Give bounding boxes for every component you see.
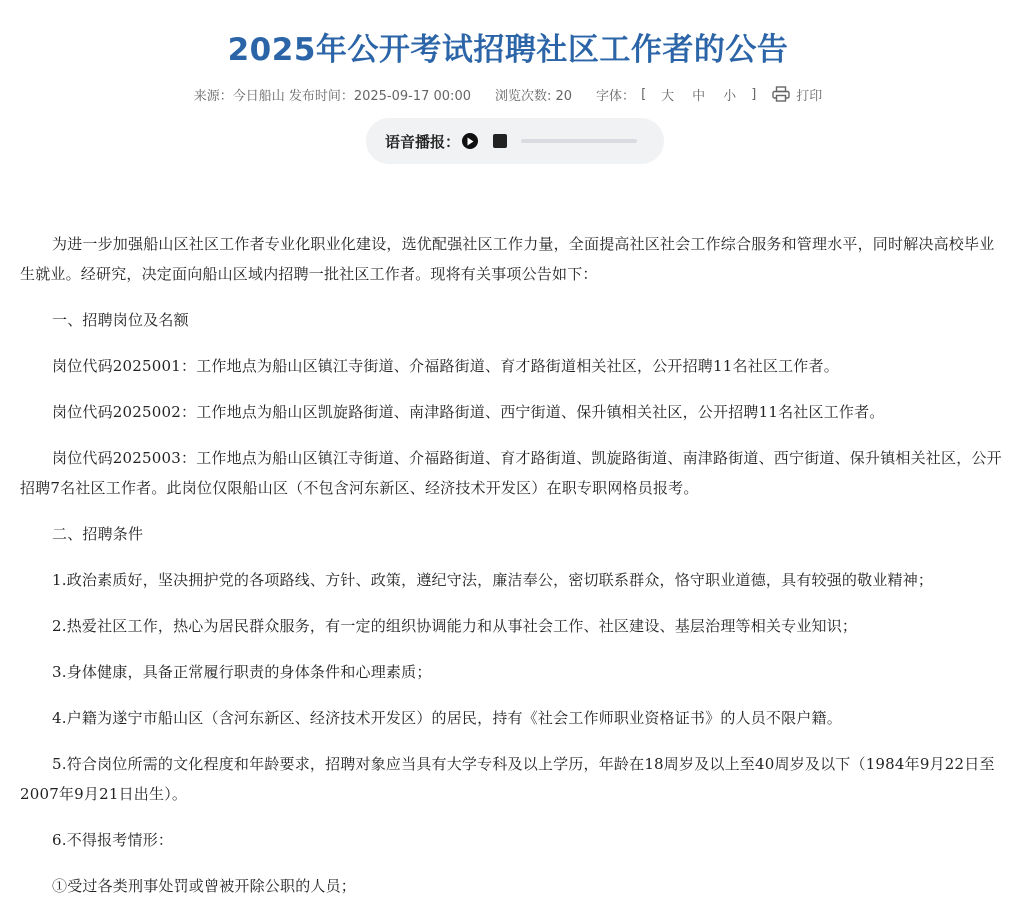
article-paragraph: ①受过各类刑事处罚或曾被开除公职的人员； bbox=[52, 877, 357, 895]
bracket-open: [ bbox=[641, 86, 647, 102]
article-paragraph: 岗位代码2025002：工作地点为船山区凯旋路街道、南津路街道、西宁街道、保升镇相关社区，公开招聘11名社区工作者。 bbox=[52, 403, 885, 421]
font-large-button[interactable]: 大 bbox=[661, 88, 675, 104]
article-paragraph: 3.身体健康，具备正常履行职责的身体条件和心理素质； bbox=[52, 663, 432, 681]
font-medium-button[interactable]: 中 bbox=[692, 88, 706, 104]
font-small-button[interactable]: 小 bbox=[723, 88, 737, 104]
audio-player bbox=[366, 118, 664, 164]
article-paragraph: 为进一步加强船山区社区工作者专业化职业化建设，选优配强社区工作力量，全面提高社区社会工作综合服务和管理水平，同时解决高校毕业生就业。经研究，决定面向船山区域内招聘一批社区工作者。现将有关事项公告如下： bbox=[20, 235, 995, 283]
article-body bbox=[20, 229, 1004, 901]
print-button[interactable] bbox=[772, 85, 822, 104]
article-paragraph: 2.热爱社区工作，热心为居民群众服务，有一定的组织协调能力和从事社会工作、社区建设、基层治理等相关专业知识； bbox=[52, 617, 858, 635]
article-paragraph: 6.不得报考情形： bbox=[52, 831, 174, 849]
font-size-label: 字体： bbox=[596, 88, 636, 104]
printer-icon bbox=[772, 86, 790, 102]
article-paragraph: 二、招聘条件 bbox=[52, 525, 144, 543]
source-and-publish-time: 来源：今日船山 发布时间：2025-09-17 00:00 bbox=[193, 88, 471, 104]
play-button[interactable] bbox=[462, 133, 478, 149]
article-paragraph: 4.户籍为遂宁市船山区（含河东新区、经济技术开发区）的居民，持有《社会工作师职业资格证书》的人员不限户籍。 bbox=[52, 709, 842, 727]
font-size-control bbox=[596, 85, 762, 104]
article-paragraph: 一、招聘岗位及名额 bbox=[52, 311, 189, 329]
article-paragraph: 1.政治素质好，坚决拥护党的各项路线、方针、政策，遵纪守法，廉洁奉公，密切联系群众，恪守职业道德，具有较强的敬业精神； bbox=[52, 571, 934, 589]
article-meta bbox=[0, 84, 1016, 104]
audio-progress-bar[interactable] bbox=[521, 139, 637, 143]
article-title: 2025年公开考试招聘社区工作者的公告 bbox=[227, 32, 789, 68]
bracket-close: ] bbox=[751, 86, 757, 102]
play-icon bbox=[466, 137, 474, 146]
view-count: 浏览次数: 20 bbox=[494, 88, 573, 104]
stop-button[interactable] bbox=[493, 134, 507, 148]
print-label: 打印 bbox=[796, 88, 823, 104]
audio-label: 语音播报： bbox=[385, 132, 461, 151]
article-paragraph: 岗位代码2025003：工作地点为船山区镇江寺街道、介福路街道、育才路街道、凯旋路街道、南津路街道、西宁街道、保升镇相关社区，公开招聘7名社区工作者。此岗位仅限船山区（不包含河东新区、经济技术开发区）在职专职网格员报考。 bbox=[20, 449, 1002, 497]
article-paragraph: 5.符合岗位所需的文化程度和年龄要求，招聘对象应当具有大学专科及以上学历，年龄在18周岁及以上至40周岁及以下（1984年9月22日至2007年9月21日出生）。 bbox=[20, 755, 995, 803]
article-paragraph: 岗位代码2025001：工作地点为船山区镇江寺街道、介福路街道、育才路街道相关社区，公开招聘11名社区工作者。 bbox=[52, 357, 839, 375]
